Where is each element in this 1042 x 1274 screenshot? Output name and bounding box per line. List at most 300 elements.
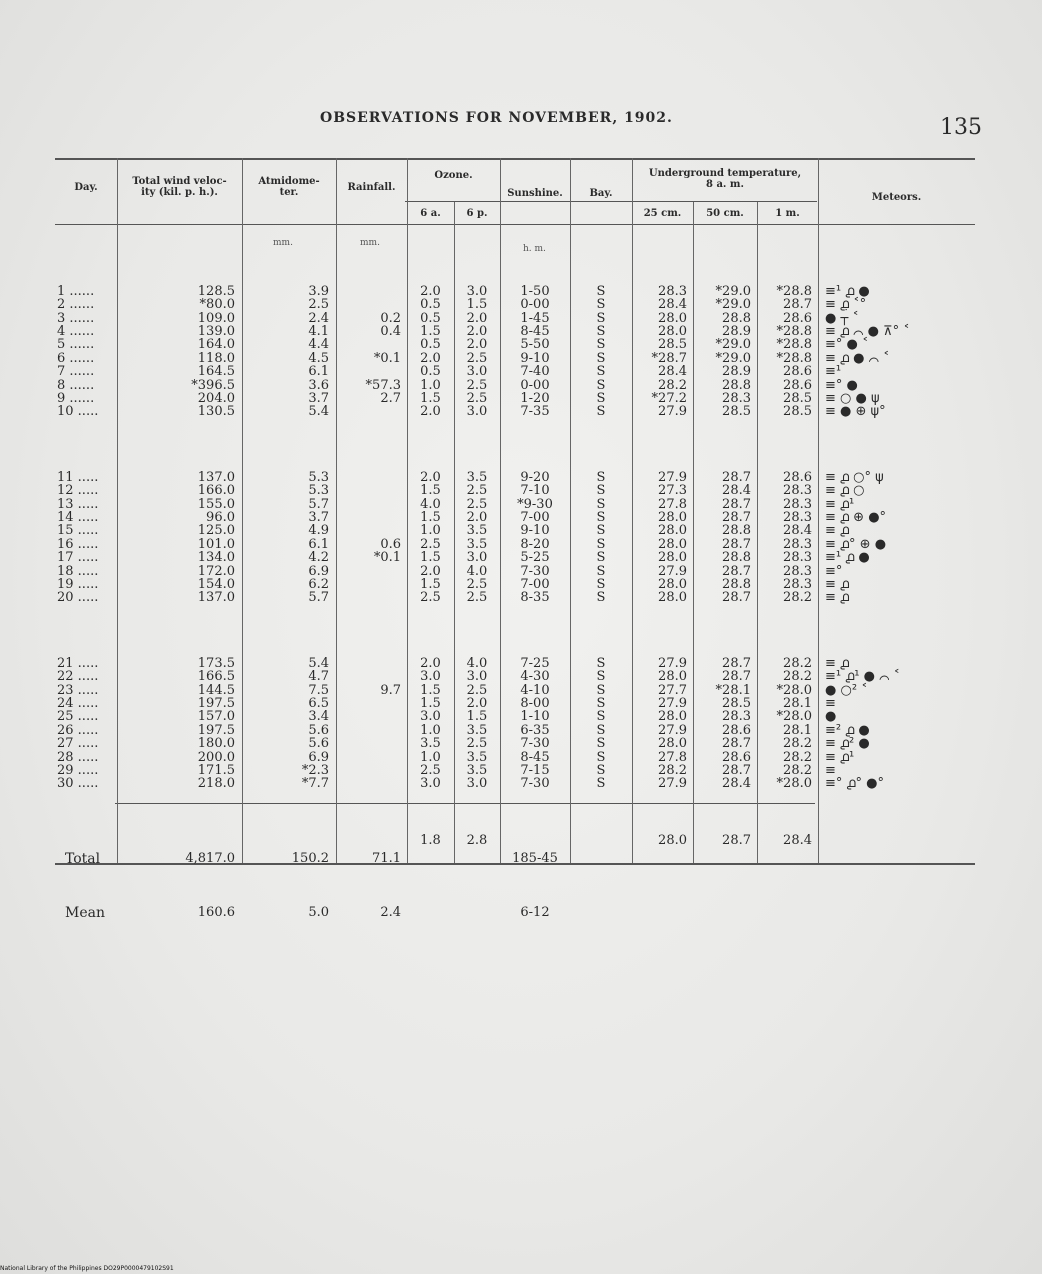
ozone-6p-cell: 1.5 <box>466 709 488 725</box>
ozone-6p-cell: 3.5 <box>466 469 488 485</box>
temp-25cm-cell: 28.4 <box>658 297 687 313</box>
sunshine-cell: 1-10 <box>520 709 550 725</box>
wind-cell: 134.0 <box>197 550 235 566</box>
atmidometer-mean: 5.0 <box>308 905 329 920</box>
col-divider <box>242 158 243 863</box>
temp-25cm-column-group2 <box>635 444 687 632</box>
temp-50cm-cell: 28.7 <box>722 469 751 485</box>
mean-label: Mean <box>65 905 105 921</box>
wind-cell: 180.0 <box>197 736 235 752</box>
ozone-6a-cell: 2.5 <box>420 536 441 552</box>
day-cell: 26 ..... <box>57 722 99 738</box>
wind-cell: 197.5 <box>197 695 235 711</box>
temp-1m-column-group2 <box>760 444 812 632</box>
bay-cell: S <box>596 323 606 339</box>
atmidometer-cell: 6.2 <box>308 576 329 592</box>
sunshine-cell: 7-30 <box>520 736 550 752</box>
day-cell: 1 ...... <box>57 283 95 299</box>
meteor-symbols: ≡ ൧° ⊕ ● <box>825 536 887 552</box>
rainfall-cell: *57.3 <box>365 377 401 393</box>
meteors-column-group2 <box>825 444 973 632</box>
meteor-symbols: ● <box>825 709 837 725</box>
ozone-6p-cell: 2.0 <box>466 695 488 711</box>
atmidometer-cell: 5.4 <box>308 404 329 420</box>
day-cell: 2 ...... <box>57 297 95 313</box>
bay-cell: S <box>596 669 606 685</box>
meteor-symbols: ≡¹ ൧ ● <box>825 283 870 299</box>
sunshine-cell: 5-25 <box>520 550 550 566</box>
atmidometer-total: 150.2 <box>291 851 329 866</box>
atmidometer-cell: 4.4 <box>308 337 329 353</box>
ozone-6a-column-group3 <box>407 630 454 818</box>
rainfall-totals <box>339 814 401 958</box>
rainfall-cell <box>339 511 401 524</box>
day-cell: 25 ..... <box>57 709 99 725</box>
ozone-6p-cell: 3.0 <box>466 669 488 685</box>
temp-25cm-cell: 27.9 <box>658 404 687 420</box>
sunshine-column-group1 <box>500 258 570 446</box>
ozone-6a-cell: 2.0 <box>420 469 441 485</box>
bay-cell: S <box>596 695 606 711</box>
meteor-symbols: ≡ ൧ <box>825 523 850 539</box>
wind-column-group2 <box>125 444 235 632</box>
bay-cell: S <box>596 404 606 420</box>
temp-50cm-cell: 28.4 <box>722 776 751 792</box>
temp-25cm-cell: 27.9 <box>658 776 687 792</box>
meteor-symbols: ≡ ○ ● ψ <box>825 390 880 406</box>
temp-50cm-mean: 28.7 <box>722 833 751 848</box>
day-cell: 19 ..... <box>57 576 99 592</box>
atmidometer-cell: 3.7 <box>308 509 329 525</box>
meteor-symbols: ≡° ● <box>825 377 858 393</box>
atmidometer-cell: 5.3 <box>308 469 329 485</box>
atmidometer-cell: 4.7 <box>308 669 329 685</box>
bay-cell: S <box>596 310 606 326</box>
sunshine-cell: 9-20 <box>520 469 550 485</box>
meteor-symbols: ≡ ൧ ○ <box>825 483 865 499</box>
temp-25cm-column-group1 <box>635 258 687 446</box>
temp-50cm-cell: 28.9 <box>722 364 751 380</box>
wind-cell: 118.0 <box>197 350 235 366</box>
temp-1m-cell: 28.3 <box>783 536 812 552</box>
temp-50cm-cell: 28.8 <box>722 576 751 592</box>
temp-25cm-cell: 28.0 <box>658 550 687 566</box>
sunshine-totals <box>500 814 570 958</box>
ozone-6a-cell: 2.0 <box>420 404 441 420</box>
temp-1m-column-group1 <box>760 258 812 446</box>
ozone-6p-column-group2 <box>454 444 500 632</box>
bay-cell: S <box>596 283 606 299</box>
rainfall-cell <box>339 724 401 737</box>
header-bottom-rule <box>55 224 975 225</box>
header-25cm: 25 cm. <box>643 208 682 219</box>
day-cell: 13 ..... <box>57 496 99 512</box>
ozone-6p-cell: 2.5 <box>466 483 488 499</box>
ozone-6a-cell: 1.5 <box>420 509 441 525</box>
bay-cell: S <box>596 297 606 313</box>
atmidometer-cell: 5.7 <box>308 590 329 606</box>
atmidometer-cell: 7.5 <box>308 682 329 698</box>
temp-50cm-cell: *29.0 <box>715 297 751 313</box>
sunshine-cell: 7-40 <box>520 364 550 380</box>
temp-1m-cell: *28.0 <box>776 682 812 698</box>
sunshine-cell: 4-10 <box>520 682 550 698</box>
temp-1m-cell: 28.3 <box>783 550 812 566</box>
temp-25cm-cell: 27.9 <box>658 469 687 485</box>
meteor-symbols: ≡ ൧ <box>825 576 850 592</box>
rainfall-cell <box>339 697 401 710</box>
atmidometer-cell: 5.4 <box>308 655 329 671</box>
temp-50cm-cell: *29.0 <box>715 283 751 299</box>
bay-cell: S <box>596 509 606 525</box>
meteor-symbols: ≡ <box>825 762 836 778</box>
temp-50cm-cell: 28.5 <box>722 695 751 711</box>
rainfall-cell: 9.7 <box>380 682 401 698</box>
atmidometer-cell: 4.1 <box>308 323 329 339</box>
header-wind: Total wind veloc- ity (kil. p. h.). <box>132 176 227 198</box>
ozone-6a-cell: 2.0 <box>420 283 441 299</box>
wind-cell: 137.0 <box>197 469 235 485</box>
meteor-symbols: ≡ ൧ ● ⌒ ˂ <box>825 350 890 366</box>
rainfall-column-group2 <box>339 444 401 632</box>
temp-50cm-cell: 28.7 <box>722 496 751 512</box>
ozone-6p-cell: 3.0 <box>466 364 488 380</box>
wind-cell: 204.0 <box>197 390 235 406</box>
temp-50cm-cell: 28.7 <box>722 563 751 579</box>
atmidometer-cell: 6.5 <box>308 695 329 711</box>
wind-cell: 144.5 <box>197 682 235 698</box>
header-50cm: 50 cm. <box>706 208 744 219</box>
wind-cell: 164.0 <box>197 337 235 353</box>
bay-cell: S <box>596 469 606 485</box>
meteors-column-group1 <box>825 258 973 446</box>
header-ozone-6a: 6 a. <box>420 208 441 219</box>
day-cell: 4 ...... <box>57 323 95 339</box>
wind-cell: 197.5 <box>197 722 235 738</box>
temp-50cm-cell: 28.7 <box>722 762 751 778</box>
wind-cell: 200.0 <box>197 749 235 765</box>
rainfall-cell <box>339 710 401 723</box>
temp-25cm-cell: 27.8 <box>658 749 687 765</box>
bay-cell: S <box>596 536 606 552</box>
meteor-symbols: ≡° ൧° ●° <box>825 776 885 792</box>
temp-1m-cell: 28.1 <box>783 695 812 711</box>
rainfall-cell <box>339 751 401 764</box>
atmidometer-cell: 2.4 <box>308 310 329 326</box>
header-atmidometer: Atmidome- ter. <box>258 176 320 198</box>
day-cell: 18 ..... <box>57 563 99 579</box>
temp-50cm-cell: 28.7 <box>722 736 751 752</box>
temp-50cm-column-group1 <box>696 258 751 446</box>
ozone-6a-cell: 4.0 <box>420 496 441 512</box>
day-cell: 22 ..... <box>57 669 99 685</box>
meteor-symbols: ≡° ● ˂ <box>825 337 869 353</box>
temp-25cm-cell: *28.7 <box>651 350 687 366</box>
ozone-6p-cell: 3.5 <box>466 762 488 778</box>
ozone-6a-cell: 2.5 <box>420 590 441 606</box>
ozone-6a-cell: 3.0 <box>420 776 441 792</box>
temp-25cm-cell: 28.3 <box>658 283 687 299</box>
ozone-6a-cell: 0.5 <box>420 337 441 353</box>
wind-cell: 101.0 <box>197 536 235 552</box>
atmidometer-cell: 2.5 <box>308 297 329 313</box>
sunshine-cell: 5-50 <box>520 337 550 353</box>
temp-1m-cell: *28.0 <box>776 776 812 792</box>
day-cell: 9 ...... <box>57 390 95 406</box>
rainfall-mean: 2.4 <box>380 905 401 920</box>
col-divider <box>117 158 118 863</box>
ozone-6p-cell: 3.0 <box>466 283 488 299</box>
wind-cell: 172.0 <box>197 563 235 579</box>
meteor-symbols: ≡° <box>825 563 843 579</box>
temp-50cm-cell: 28.8 <box>722 523 751 539</box>
temp-50cm-cell: 28.9 <box>722 323 751 339</box>
day-cell: 30 ..... <box>57 776 99 792</box>
temp-1m-cell: 28.2 <box>783 736 812 752</box>
ozone-6a-cell: 1.0 <box>420 722 441 738</box>
rainfall-cell <box>339 365 401 378</box>
temp-1m-cell: 28.2 <box>783 655 812 671</box>
sunshine-cell: 8-20 <box>520 536 550 552</box>
meteor-symbols: ≡¹ <box>825 364 842 380</box>
temp-1m-cell: *28.8 <box>776 350 812 366</box>
ozone-6p-cell: 3.0 <box>466 776 488 792</box>
col-divider <box>757 202 758 863</box>
rainfall-cell <box>339 777 401 790</box>
temp-25cm-cell: 28.0 <box>658 323 687 339</box>
rainfall-cell <box>339 498 401 511</box>
temp-1m-mean: 28.4 <box>783 833 812 848</box>
temp-50cm-cell: 28.4 <box>722 483 751 499</box>
day-cell: 14 ..... <box>57 509 99 525</box>
wind-cell: 96.0 <box>206 509 235 525</box>
atmidometer-cell: 5.6 <box>308 722 329 738</box>
sunshine-cell: 1-50 <box>520 283 550 299</box>
bay-cell: S <box>596 576 606 592</box>
ozone-6a-cell: 2.0 <box>420 655 441 671</box>
sunshine-cell: 8-00 <box>520 695 550 711</box>
ozone-6p-cell: 2.5 <box>466 590 488 606</box>
temp-1m-cell: 28.7 <box>783 297 812 313</box>
header-1m: 1 m. <box>775 208 800 219</box>
rainfall-cell: *0.1 <box>373 350 401 366</box>
sunshine-cell: 1-20 <box>520 390 550 406</box>
day-cell: 20 ..... <box>57 590 99 606</box>
temp-1m-cell: 28.3 <box>783 509 812 525</box>
sunshine-cell: 7-10 <box>520 483 550 499</box>
header-ozone: Ozone. <box>434 170 473 181</box>
sunshine-cell: 1-45 <box>520 310 550 326</box>
day-cell: 17 ..... <box>57 550 99 566</box>
ozone-6a-cell: 2.0 <box>420 350 441 366</box>
sunshine-column-group3 <box>500 630 570 818</box>
rainfall-cell: 0.2 <box>380 310 401 326</box>
rainfall-cell: 0.6 <box>380 536 401 552</box>
meteor-symbols: ≡¹ ൧¹ ● ⌒ ˂ <box>825 669 900 685</box>
wind-cell: 218.0 <box>197 776 235 792</box>
ozone-6p-cell: 3.0 <box>466 404 488 420</box>
ozone-6a-cell: 3.5 <box>420 736 441 752</box>
temp-1m-cell: 28.3 <box>783 576 812 592</box>
sunshine-cell: 7-35 <box>520 404 550 420</box>
temp-1m-cell: 28.6 <box>783 469 812 485</box>
bay-cell: S <box>596 523 606 539</box>
sunshine-cell: 7-00 <box>520 576 550 592</box>
day-cell: 8 ...... <box>57 377 95 393</box>
temp-25cm-cell: 28.4 <box>658 364 687 380</box>
ozone-6p-cell: 2.0 <box>466 337 488 353</box>
temp-50cm-cell: 28.7 <box>722 509 751 525</box>
ozone-6p-mean: 2.8 <box>466 833 488 848</box>
temp-1m-cell: 28.6 <box>783 310 812 326</box>
header-day: Day. <box>74 182 98 193</box>
rainfall-cell <box>339 471 401 484</box>
day-cell: 28 ..... <box>57 749 99 765</box>
atmidometer-cell: 5.6 <box>308 736 329 752</box>
day-column-group2 <box>57 444 115 632</box>
rainfall-cell <box>339 657 401 670</box>
ozone-6a-column-group1 <box>407 258 454 446</box>
ozone-6p-cell: 3.0 <box>466 550 488 566</box>
totals-labels <box>65 814 117 958</box>
sunshine-cell: 7-30 <box>520 563 550 579</box>
temp-1m-cell: *28.8 <box>776 337 812 353</box>
bay-cell: S <box>596 709 606 725</box>
temp-25cm-cell: 27.9 <box>658 563 687 579</box>
sunshine-cell: 0-00 <box>520 297 550 313</box>
wind-cell: 164.5 <box>197 364 235 380</box>
meteor-symbols: ≡ <box>825 695 836 711</box>
wind-totals <box>125 814 235 958</box>
bay-cell: S <box>596 736 606 752</box>
temp-50cm-cell: 28.7 <box>722 655 751 671</box>
bay-column-group3 <box>570 630 632 818</box>
ozone-6p-cell: 2.5 <box>466 576 488 592</box>
wind-cell: 154.0 <box>197 576 235 592</box>
ozone-6a-cell: 1.0 <box>420 377 441 393</box>
meteor-symbols: ≡ ൧ ○° ψ <box>825 469 884 485</box>
wind-cell: *396.5 <box>191 377 235 393</box>
wind-total: 4,817.0 <box>185 851 235 866</box>
atmidometer-cell: 4.5 <box>308 350 329 366</box>
rainfall-cell <box>339 524 401 537</box>
temp-50cm-cell: 28.8 <box>722 377 751 393</box>
bay-cell: S <box>596 776 606 792</box>
temp-50cm-column-group2 <box>696 444 751 632</box>
temp-1m-cell: 28.1 <box>783 722 812 738</box>
wind-cell: 166.0 <box>197 483 235 499</box>
scan-credit: National Library of the Philippines DO29P0000479102S91 <box>0 1265 174 1272</box>
ozone-6p-cell: 3.5 <box>466 523 488 539</box>
wind-cell: 157.0 <box>197 709 235 725</box>
ozone-6p-cell: 2.0 <box>466 323 488 339</box>
rainfall-column-group1 <box>339 258 401 446</box>
wind-cell: 137.0 <box>197 590 235 606</box>
temp-1m-cell: 28.3 <box>783 563 812 579</box>
wind-cell: 173.5 <box>197 655 235 671</box>
bay-cell: S <box>596 483 606 499</box>
sunshine-cell: 8-45 <box>520 323 550 339</box>
meteor-symbols: ≡ ൧¹ <box>825 496 855 512</box>
temp-1m-cell: *28.0 <box>776 709 812 725</box>
ozone-6a-cell: 0.5 <box>420 297 441 313</box>
meteor-symbols: ● ┬ ˂ <box>825 310 859 326</box>
day-cell: 23 ..... <box>57 682 99 698</box>
ozone-6a-column-group2 <box>407 444 454 632</box>
sunshine-cell: 6-35 <box>520 722 550 738</box>
wind-cell: 171.5 <box>197 762 235 778</box>
wind-cell: 109.0 <box>197 310 235 326</box>
ozone-6a-cell: 1.5 <box>420 323 441 339</box>
temp-25cm-cell: 27.7 <box>658 682 687 698</box>
bay-cell: S <box>596 563 606 579</box>
subheader-rule <box>405 201 817 202</box>
bay-cell: S <box>596 337 606 353</box>
sunshine-cell: 9-10 <box>520 350 550 366</box>
ozone-6a-cell: 0.5 <box>420 310 441 326</box>
atmidometer-cell: 3.4 <box>308 709 329 725</box>
temp-1m-cell: *28.8 <box>776 283 812 299</box>
temp-25cm-cell: 28.2 <box>658 762 687 778</box>
ozone-6p-cell: 2.5 <box>466 736 488 752</box>
ozone-6p-column-group1 <box>454 258 500 446</box>
sunshine-mean: 6-12 <box>520 905 550 920</box>
ozone-6a-cell: 3.0 <box>420 669 441 685</box>
rainfall-cell <box>339 298 401 311</box>
bay-cell: S <box>596 364 606 380</box>
temp-25cm-cell: 28.0 <box>658 709 687 725</box>
day-cell: 7 ...... <box>57 364 95 380</box>
wind-cell: *80.0 <box>199 297 235 313</box>
sunshine-cell: 4-30 <box>520 669 550 685</box>
ozone-6a-cell: 3.0 <box>420 709 441 725</box>
atmidometer-cell: 5.7 <box>308 496 329 512</box>
ozone-6p-cell: 2.0 <box>466 509 488 525</box>
temp-50cm-cell: 28.6 <box>722 722 751 738</box>
page-title: OBSERVATIONS FOR NOVEMBER, 1902. <box>320 110 673 126</box>
atmidometer-column-group3 <box>245 630 329 818</box>
sunshine-cell: 7-15 <box>520 762 550 778</box>
bay-cell: S <box>596 682 606 698</box>
atmidometer-column-group1 <box>245 258 329 446</box>
temp-50cm-cell: 28.3 <box>722 390 751 406</box>
rainfall-total: 71.1 <box>372 851 401 866</box>
ozone-6p-cell: 2.5 <box>466 350 488 366</box>
unit-rainfall: mm. <box>360 238 380 248</box>
col-divider <box>818 158 819 863</box>
rainfall-cell <box>339 670 401 683</box>
temp-1m-cell: 28.5 <box>783 390 812 406</box>
observations-table <box>55 158 975 921</box>
col-divider <box>336 158 337 863</box>
bay-cell: S <box>596 377 606 393</box>
ozone-6p-cell: 3.5 <box>466 722 488 738</box>
sunshine-cell: *9-30 <box>517 496 553 512</box>
ozone-6p-cell: 1.5 <box>466 297 488 313</box>
temp-50cm-cell: 28.7 <box>722 536 751 552</box>
ozone-6p-cell: 2.5 <box>466 377 488 393</box>
day-cell: 16 ..... <box>57 536 99 552</box>
day-cell: 29 ..... <box>57 762 99 778</box>
temp-1m-cell: *28.8 <box>776 323 812 339</box>
temp-1m-cell: 28.4 <box>783 523 812 539</box>
day-cell: 21 ..... <box>57 655 99 671</box>
wind-cell: 128.5 <box>197 283 235 299</box>
day-cell: 6 ...... <box>57 350 95 366</box>
ozone-6a-cell: 1.5 <box>420 390 441 406</box>
rainfall-cell <box>339 484 401 497</box>
temp-25cm-cell: 28.0 <box>658 736 687 752</box>
